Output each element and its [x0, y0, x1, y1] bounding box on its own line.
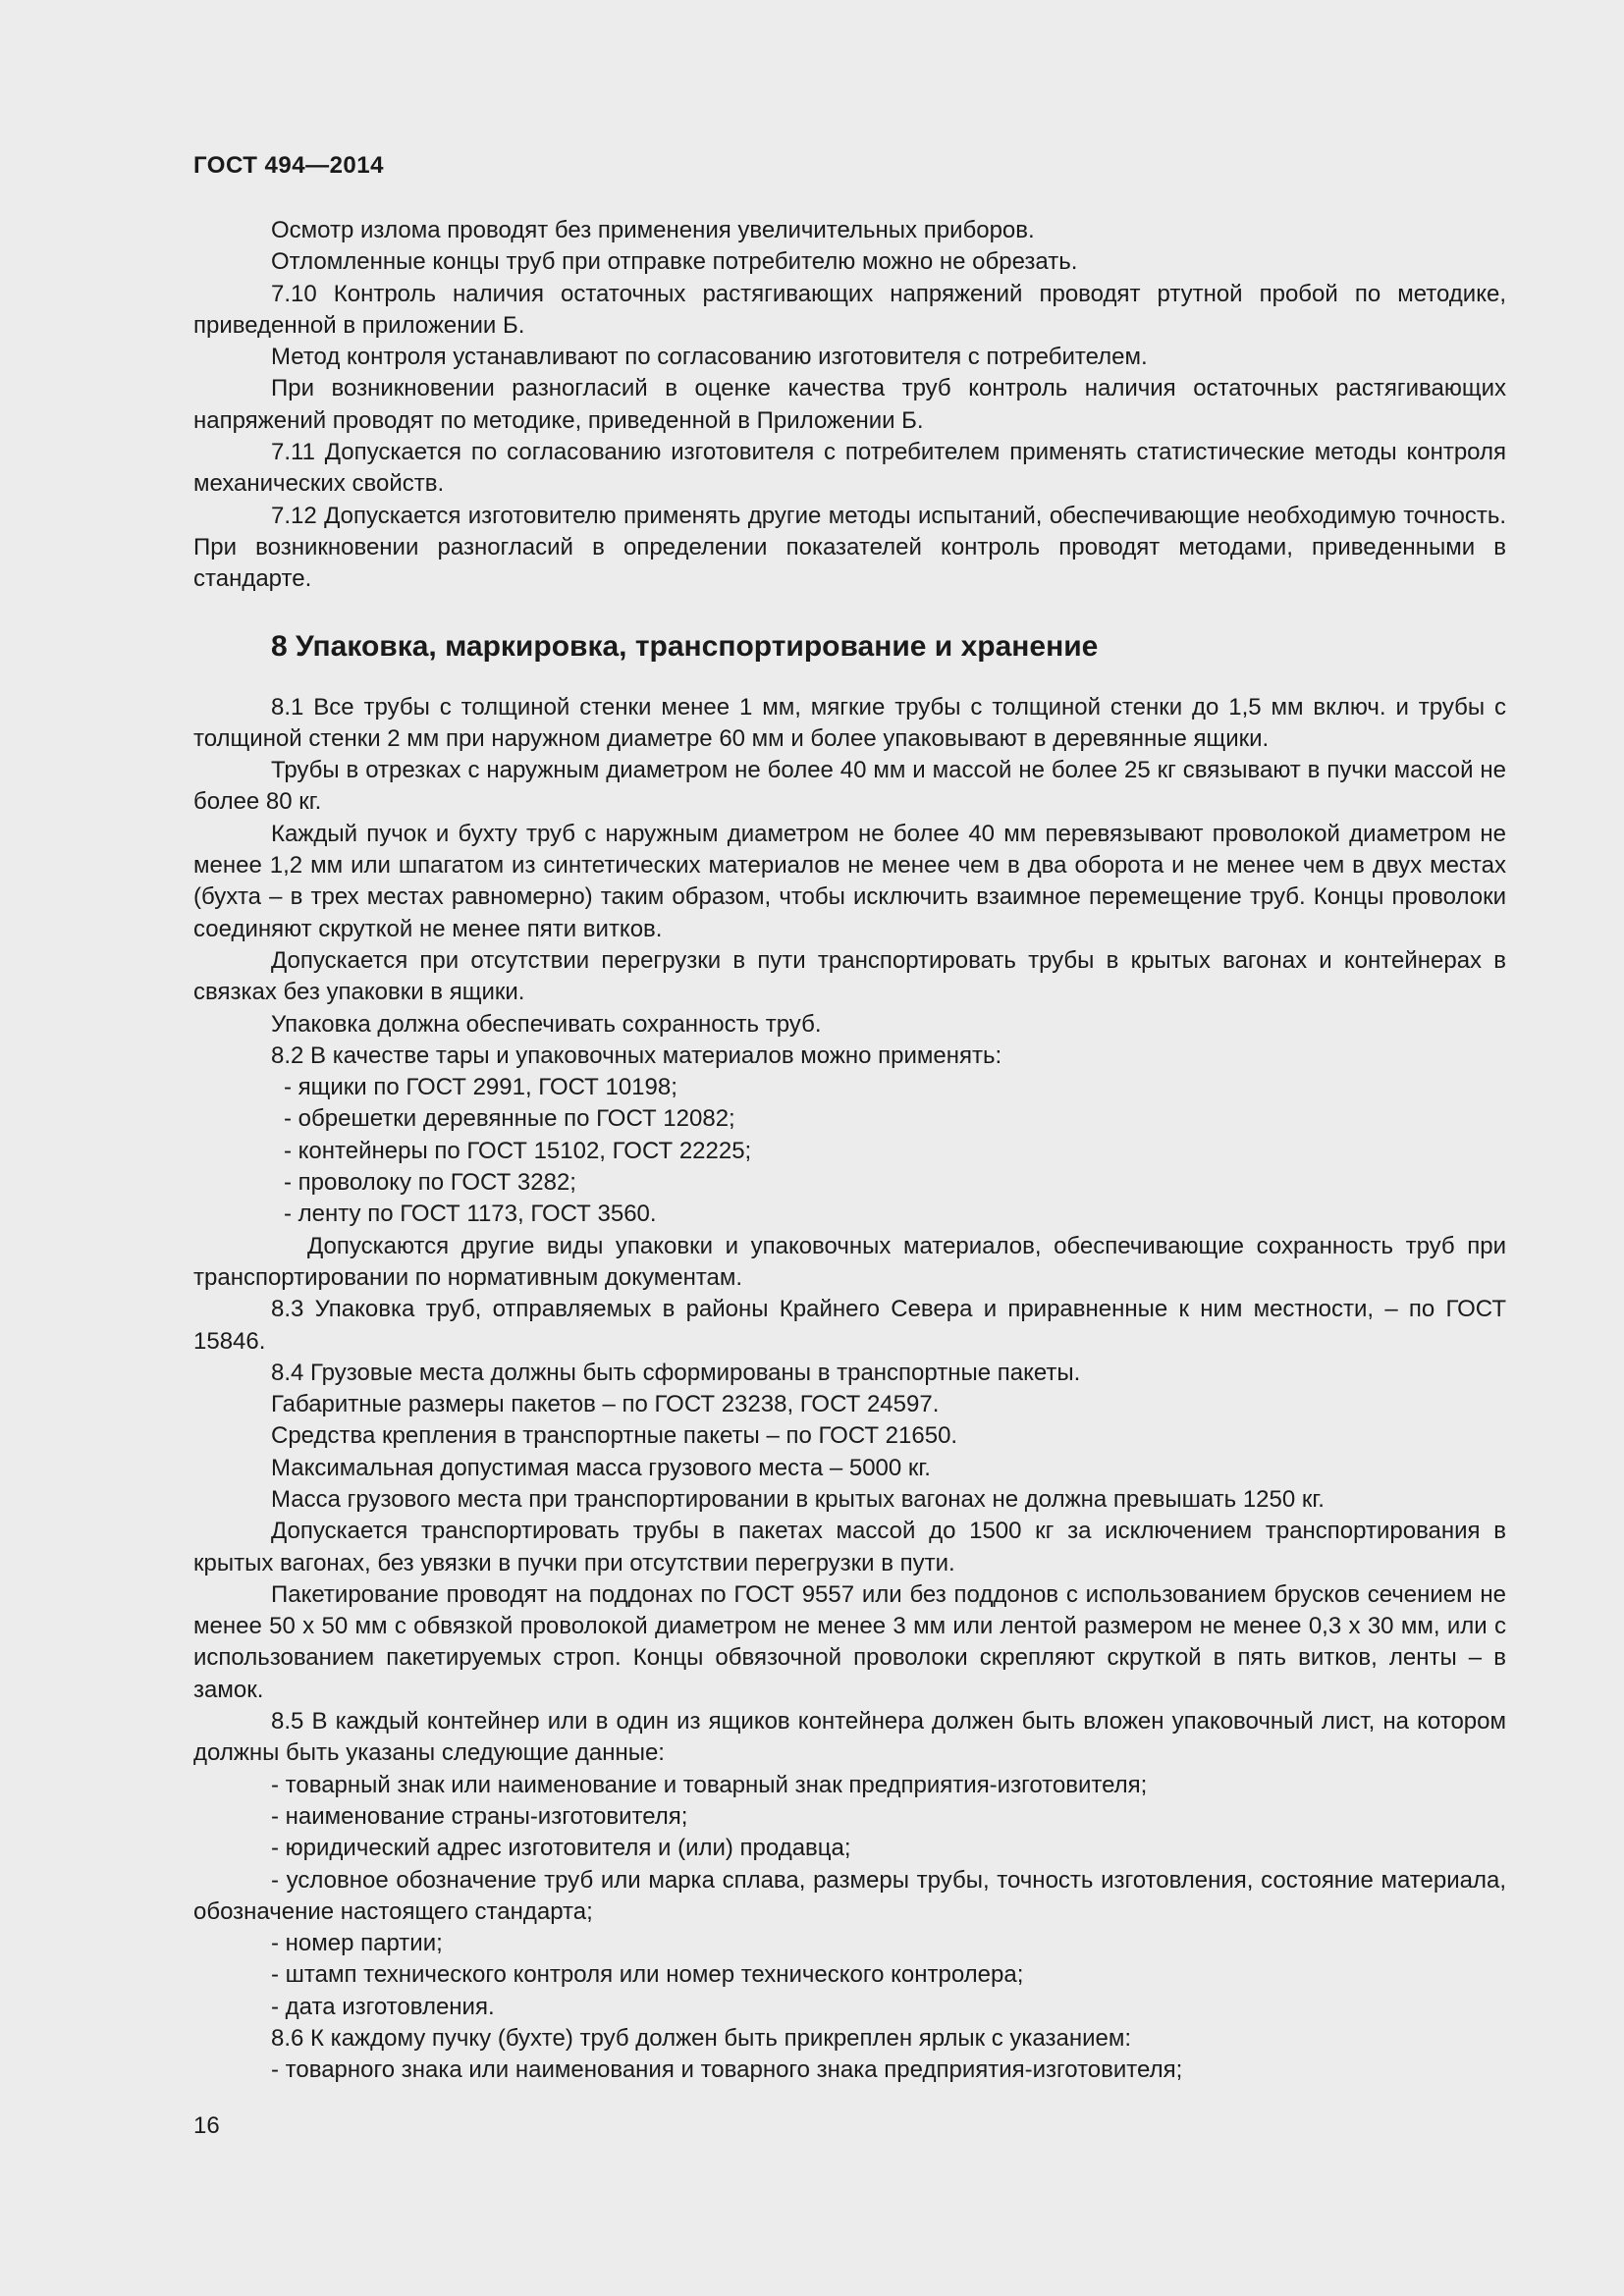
- list-item: - юридический адрес изготовителя и (или) продавца;: [271, 1835, 851, 1862]
- list-item: - наименование страны-изготовителя;: [271, 1802, 688, 1830]
- document-header: ГОСТ 494—2014: [193, 152, 384, 179]
- paragraph: 8.2 В качестве тары и упаковочных материалов можно применять:: [271, 1041, 1002, 1069]
- section-heading: 8 Упаковка, маркировка, транспортирование и хранение: [271, 629, 1099, 663]
- paragraph: Габаритные размеры пакетов – по ГОСТ 23238, ГОСТ 24597.: [271, 1391, 940, 1418]
- list-item: - обрешетки деревянные по ГОСТ 12082;: [284, 1105, 735, 1133]
- paragraph: Отломленные концы труб при отправке потребителю можно не обрезать.: [271, 248, 1078, 276]
- document-body: [193, 215, 1506, 2087]
- paragraph: 7.10 Контроль наличия остаточных растягивающих напряжений проводят ртутной пробой по методике, приведенной в приложении Б.: [193, 280, 1506, 339]
- paragraph: 7.11 Допускается по согласованию изготовителя с потребителем применять статистические методы контроля механических свойств.: [193, 439, 1506, 498]
- paragraph: Каждый пучок и бухту труб с наружным диаметром не более 40 мм перевязывают проволокой диаметром не менее 1,2 мм или шпагатом из синтетических материалов не менее чем в два оборота и не менее чем в двух местах (бухта – в трех местах равномерно) таким образом, чтобы исключить взаимное перемещение труб. Концы проволоки соединяют скруткой не менее пяти витков.: [193, 820, 1506, 942]
- paragraph: Максимальная допустимая масса грузового места – 5000 кг.: [271, 1454, 931, 1481]
- section-7-continuation: [193, 215, 1506, 596]
- paragraph: Средства крепления в транспортные пакеты – по ГОСТ 21650.: [271, 1422, 958, 1450]
- paragraph: 8.6 К каждому пучку (бухте) труб должен быть прикреплен ярлык с указанием:: [271, 2025, 1132, 2053]
- paragraph: Допускаются другие виды упаковки и упаковочных материалов, обеспечивающие сохранность труб при транспортировании по нормативным документам.: [193, 1232, 1506, 1291]
- paragraph: Упаковка должна обеспечивать сохранность труб.: [271, 1010, 822, 1038]
- paragraph: Допускается транспортировать трубы в пакетах массой до 1500 кг за исключением транспортирования в крытых вагонах, без увязки в пучки при отсутствии перегрузки в пути.: [193, 1518, 1506, 1576]
- paragraph: Метод контроля устанавливают по согласованию изготовителя с потребителем.: [271, 344, 1148, 371]
- list-item: - товарный знак или наименование и товарный знак предприятия-изготовителя;: [271, 1771, 1148, 1798]
- list-item: - ящики по ГОСТ 2991, ГОСТ 10198;: [284, 1074, 677, 1101]
- paragraph: Осмотр излома проводят без применения увеличительных приборов.: [271, 217, 1035, 243]
- paragraph: 7.12 Допускается изготовителю применять другие методы испытаний, обеспечивающие необходимую точность. При возникновении разногласий в определении показателей контроль проводят методами, приведенными в стандарте.: [193, 502, 1506, 593]
- list-item: - контейнеры по ГОСТ 15102, ГОСТ 22225;: [284, 1137, 752, 1164]
- paragraph: 8.1 Все трубы с толщиной стенки менее 1 мм, мягкие трубы с толщиной стенки до 1,5 мм включ. и трубы с толщиной стенки 2 мм при наружном диаметре 60 мм и более упаковывают в деревянные ящики.: [193, 693, 1506, 752]
- list-item: - товарного знака или наименования и товарного знака предприятия-изготовителя;: [271, 2056, 1183, 2084]
- paragraph: 8.5 В каждый контейнер или в один из ящиков контейнера должен быть вложен упаковочный лист, на котором должны быть указаны следующие данные:: [193, 1708, 1506, 1767]
- list-item: - номер партии;: [271, 1930, 443, 1957]
- paragraph: 8.4 Грузовые места должны быть сформированы в транспортные пакеты.: [271, 1359, 1081, 1386]
- paragraph: Трубы в отрезках с наружным диаметром не более 40 мм и массой не более 25 кг связывают в пучки массой не более 80 кг.: [193, 757, 1506, 816]
- list-item: - проволоку по ГОСТ 3282;: [284, 1169, 576, 1197]
- list-item: - ленту по ГОСТ 1173, ГОСТ 3560.: [284, 1201, 657, 1228]
- paragraph: Пакетирование проводят на поддонах по ГОСТ 9557 или без поддонов с использованием брусков сечением не менее 50 х 50 мм с обвязкой проволокой диаметром не менее 3 мм или лентой размером не менее 0,3 х 30 мм, или с использованием пакетируемых строп. Концы обвязочной проволоки скрепляют скруткой в пять витков, ленты – в замок.: [193, 1580, 1506, 1703]
- paragraph: При возникновении разногласий в оценке качества труб контроль наличия остаточных растягивающих напряжений проводят по методике, приведенной в Приложении Б.: [193, 375, 1506, 434]
- section-8-body: [193, 692, 1506, 2087]
- list-item: - штамп технического контроля или номер технического контролера;: [271, 1961, 1024, 1989]
- page-number: 16: [193, 2112, 220, 2139]
- paragraph: Масса грузового места при транспортировании в крытых вагонах не должна превышать 1250 кг.: [271, 1485, 1325, 1513]
- list-item: - дата изготовления.: [271, 1993, 495, 2020]
- paragraph: Допускается при отсутствии перегрузки в пути транспортировать трубы в крытых вагонах и контейнерах в связках без упаковки в ящики.: [193, 946, 1506, 1006]
- paragraph: 8.3 Упаковка труб, отправляемых в районы Крайнего Севера и приравненные к ним местности, – по ГОСТ 15846.: [193, 1296, 1506, 1355]
- list-item: - условное обозначение труб или марка сплава, размеры трубы, точность изготовления, состояние материала, обозначение настоящего стандарта;: [193, 1866, 1506, 1925]
